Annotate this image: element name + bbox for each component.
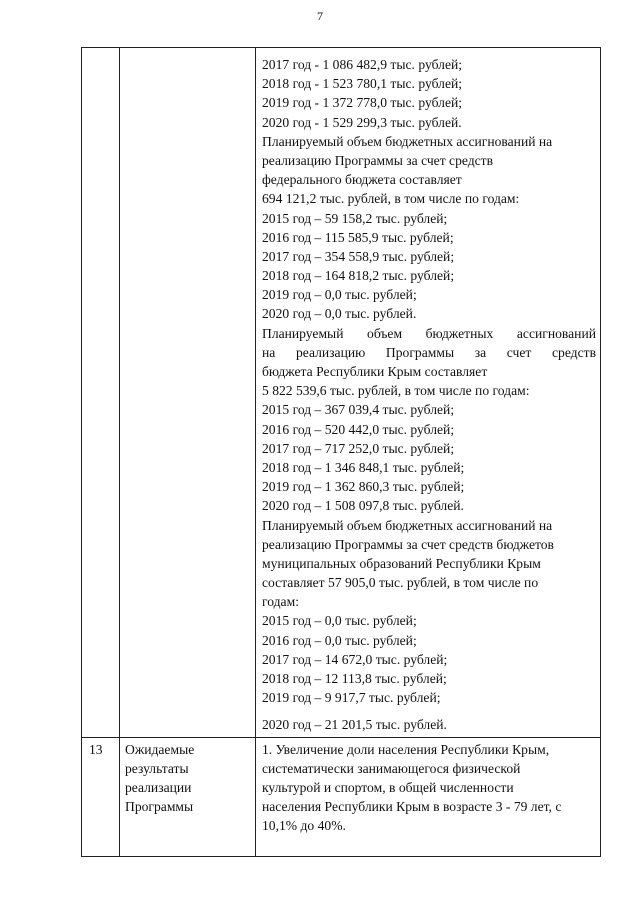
text-line: населения Республики Крым в возрасте 3 - 79 лет, с	[262, 799, 562, 815]
text-line: 694 121,2 тыс. рублей, в том числе по годам:	[262, 191, 520, 207]
row-number: 13	[89, 741, 103, 757]
text-line: Планируемый объем бюджетных ассигнований на	[262, 517, 553, 533]
row-name-line: реализации	[125, 779, 192, 795]
text-line: 2015 год – 59 158,2 тыс. рублей;	[262, 210, 448, 226]
funding-content-cell	[256, 48, 601, 738]
text-line: 2017 год - 1 086 482,9 тыс. рублей;	[262, 57, 463, 72]
row-name-line: результаты	[125, 760, 189, 776]
table-row	[82, 737, 601, 856]
page-number: 7	[317, 9, 323, 23]
text-line: 2020 год – 1 508 097,8 тыс. рублей.	[262, 498, 464, 514]
text-line: 2019 год - 1 372 778,0 тыс. рублей;	[262, 95, 463, 111]
results-content-cell	[256, 737, 601, 856]
text-line: 5 822 539,6 тыс. рублей, в том числе по годам:	[262, 383, 530, 399]
text-line: 2017 год – 717 252,0 тыс. рублей;	[262, 440, 455, 456]
text-line: 10,1% до 40%.	[262, 818, 346, 834]
text-line: 2018 год – 1 346 848,1 тыс. рублей;	[262, 459, 465, 475]
text-line: 2018 год – 164 818,2 тыс. рублей;	[262, 268, 455, 284]
text-line: Планируемый объем бюджетных ассигнований на	[262, 133, 553, 149]
text-line: Планируемый объем бюджетных ассигнований	[262, 325, 596, 341]
text-line: 2016 год – 115 585,9 тыс. рублей;	[262, 229, 454, 245]
text-line: 2020 год – 0,0 тыс. рублей.	[262, 306, 417, 322]
text-line: 2015 год – 0,0 тыс. рублей;	[262, 613, 417, 629]
text-line: 2015 год – 367 039,4 тыс. рублей;	[262, 402, 455, 418]
text-line: реализацию Программы за счет средств	[262, 152, 494, 168]
row-name-cell	[120, 48, 256, 738]
text-line: 2020 год – 21 201,5 тыс. рублей.	[262, 717, 447, 733]
text-line: 2016 год – 520 442,0 тыс. рублей;	[262, 421, 455, 437]
text-line: культурой и спортом, в общей численности	[262, 779, 514, 795]
text-line: федерального бюджета составляет	[262, 172, 462, 188]
text-line: 2019 год – 1 362 860,3 тыс. рублей;	[262, 479, 465, 495]
text-line: составляет 57 905,0 тыс. рублей, в том числе по	[262, 575, 539, 591]
text-line: 2019 год – 9 917,7 тыс. рублей;	[262, 690, 441, 706]
text-line: 2019 год – 0,0 тыс. рублей;	[262, 287, 417, 303]
text-line: 2018 год – 12 113,8 тыс. рублей;	[262, 671, 447, 686]
row-name-cell	[120, 737, 256, 856]
text-line: 2020 год - 1 529 299,3 тыс. рублей.	[262, 114, 462, 130]
text-line: годам:	[262, 594, 299, 610]
text-line: 1. Увеличение доли населения Республики Крым,	[262, 741, 550, 757]
text-line: реализацию Программы за счет средств бюджетов	[262, 536, 554, 552]
text-line: систематически занимающегося физической	[262, 760, 521, 776]
row-name-line: Ожидаемые	[125, 741, 195, 757]
row-number-cell	[82, 48, 120, 738]
text-line: 2016 год – 0,0 тыс. рублей;	[262, 632, 417, 648]
text-line: на реализацию Программы за счет средств	[262, 344, 596, 360]
passport-table	[81, 47, 601, 857]
text-line: бюджета Республики Крым составляет	[262, 364, 488, 379]
text-line: муниципальных образований Республики Крым	[262, 555, 541, 571]
text-line: 2017 год – 354 558,9 тыс. рублей;	[262, 248, 455, 264]
row-number-cell	[82, 737, 120, 856]
table-row	[82, 48, 601, 738]
text-line: 2017 год – 14 672,0 тыс. рублей;	[262, 651, 448, 667]
text-line: 2018 год - 1 523 780,1 тыс. рублей;	[262, 76, 463, 92]
row-name-line: Программы	[125, 799, 194, 815]
